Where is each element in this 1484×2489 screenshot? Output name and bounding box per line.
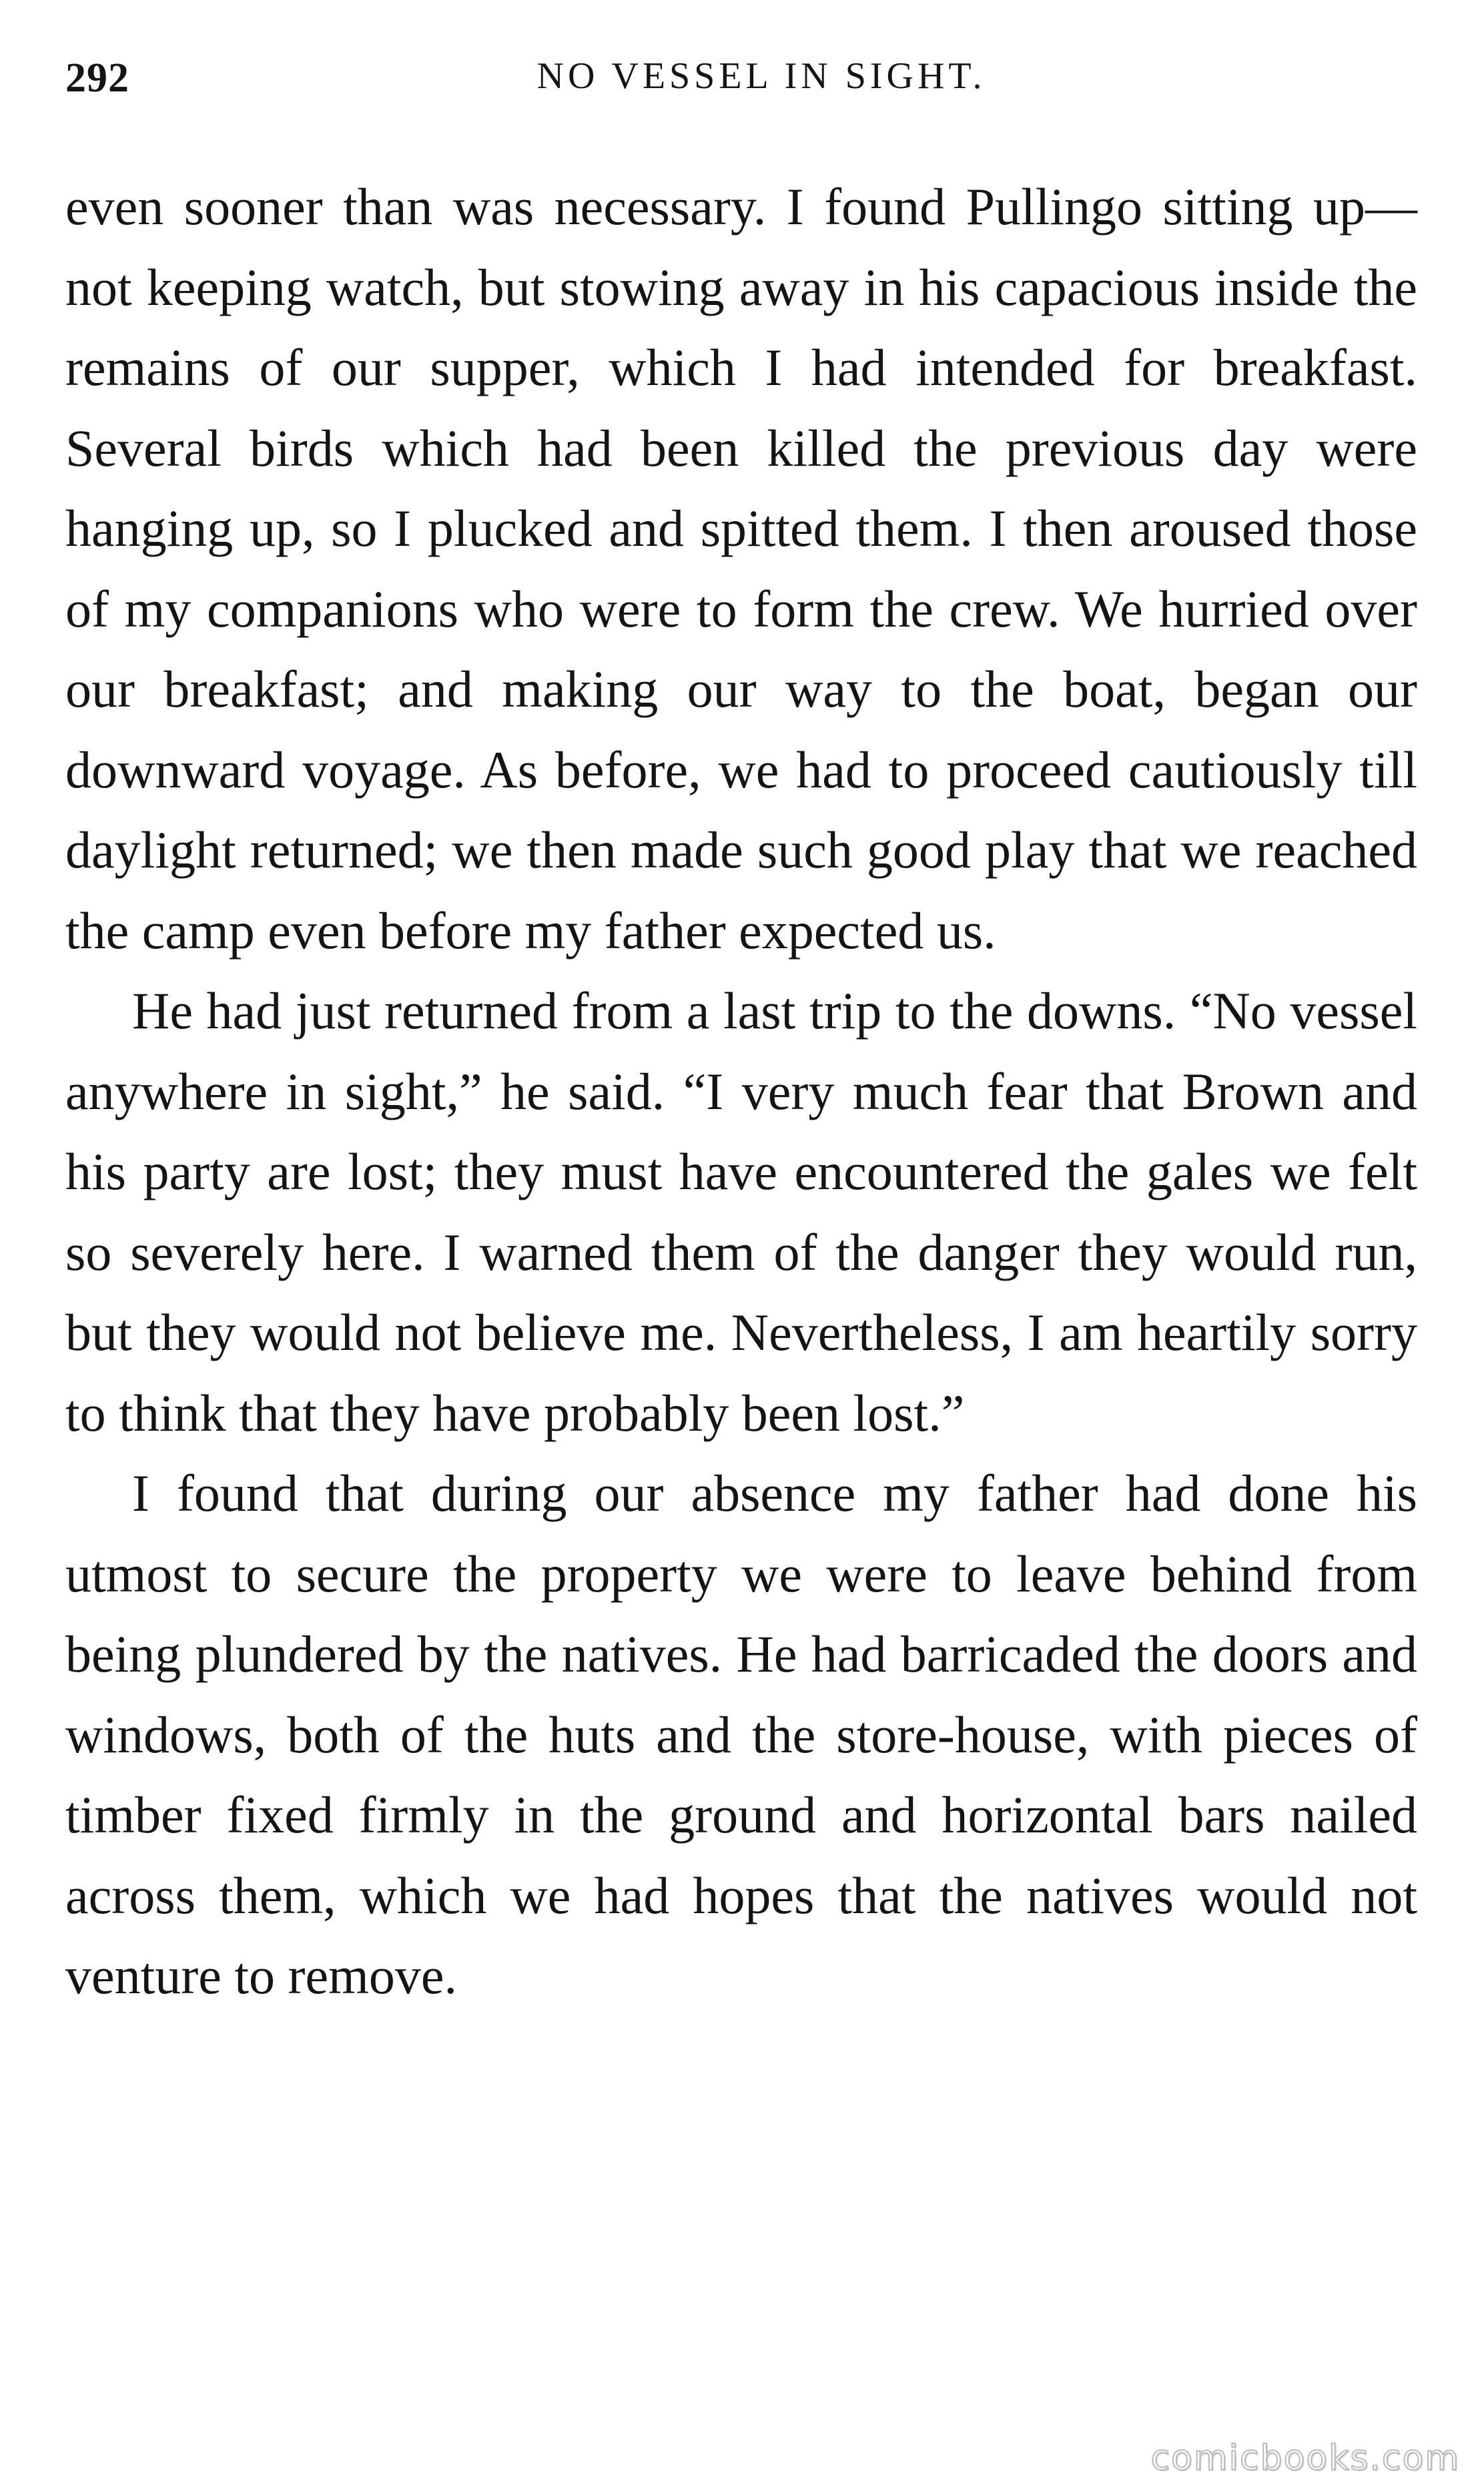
page-header: [65, 55, 1417, 108]
paragraph: He had just returned from a last trip to the downs. “No vessel anywhere in sight,” he said. “I very much fear that Brown and his party are lost; they must have encountered the gales we felt so severely here. I warned them of the danger they would run, but they would not believe me. Nevertheless, I am heartily sorry to think that they have probably been lost.”: [65, 982, 1417, 1442]
watermark: comicbooks.com: [1150, 2438, 1460, 2478]
body-text: [65, 167, 1417, 2017]
paragraph-continuation: even sooner than was necessary. I found Pullingo sitting up—not keeping watch, but stowing away in his capacious inside the remains of our supper, which I had intended for breakfast. Several birds which had been killed the previous day were hanging up, so I plucked and spitted them. I then aroused those of my companions who were to form the crew. We hurried over our breakfast; and making our way to the boat, began our downward voyage. As before, we had to proceed cautiously till daylight returned; we then made such good play that we reached the camp even before my father expected us.: [65, 177, 1417, 960]
running-head: NO VESSEL IN SIGHT.: [536, 55, 986, 97]
paragraph: I found that during our absence my father had done his utmost to secure the property we were to leave behind from being plundered by the natives. He had barricaded the doors and windows, both of the huts and the store-house, with pieces of timber fixed firmly in the ground and horizontal bars nailed across them, which we had hopes that the natives would not venture to remove.: [65, 1464, 1417, 2005]
page-number: 292: [65, 55, 129, 101]
